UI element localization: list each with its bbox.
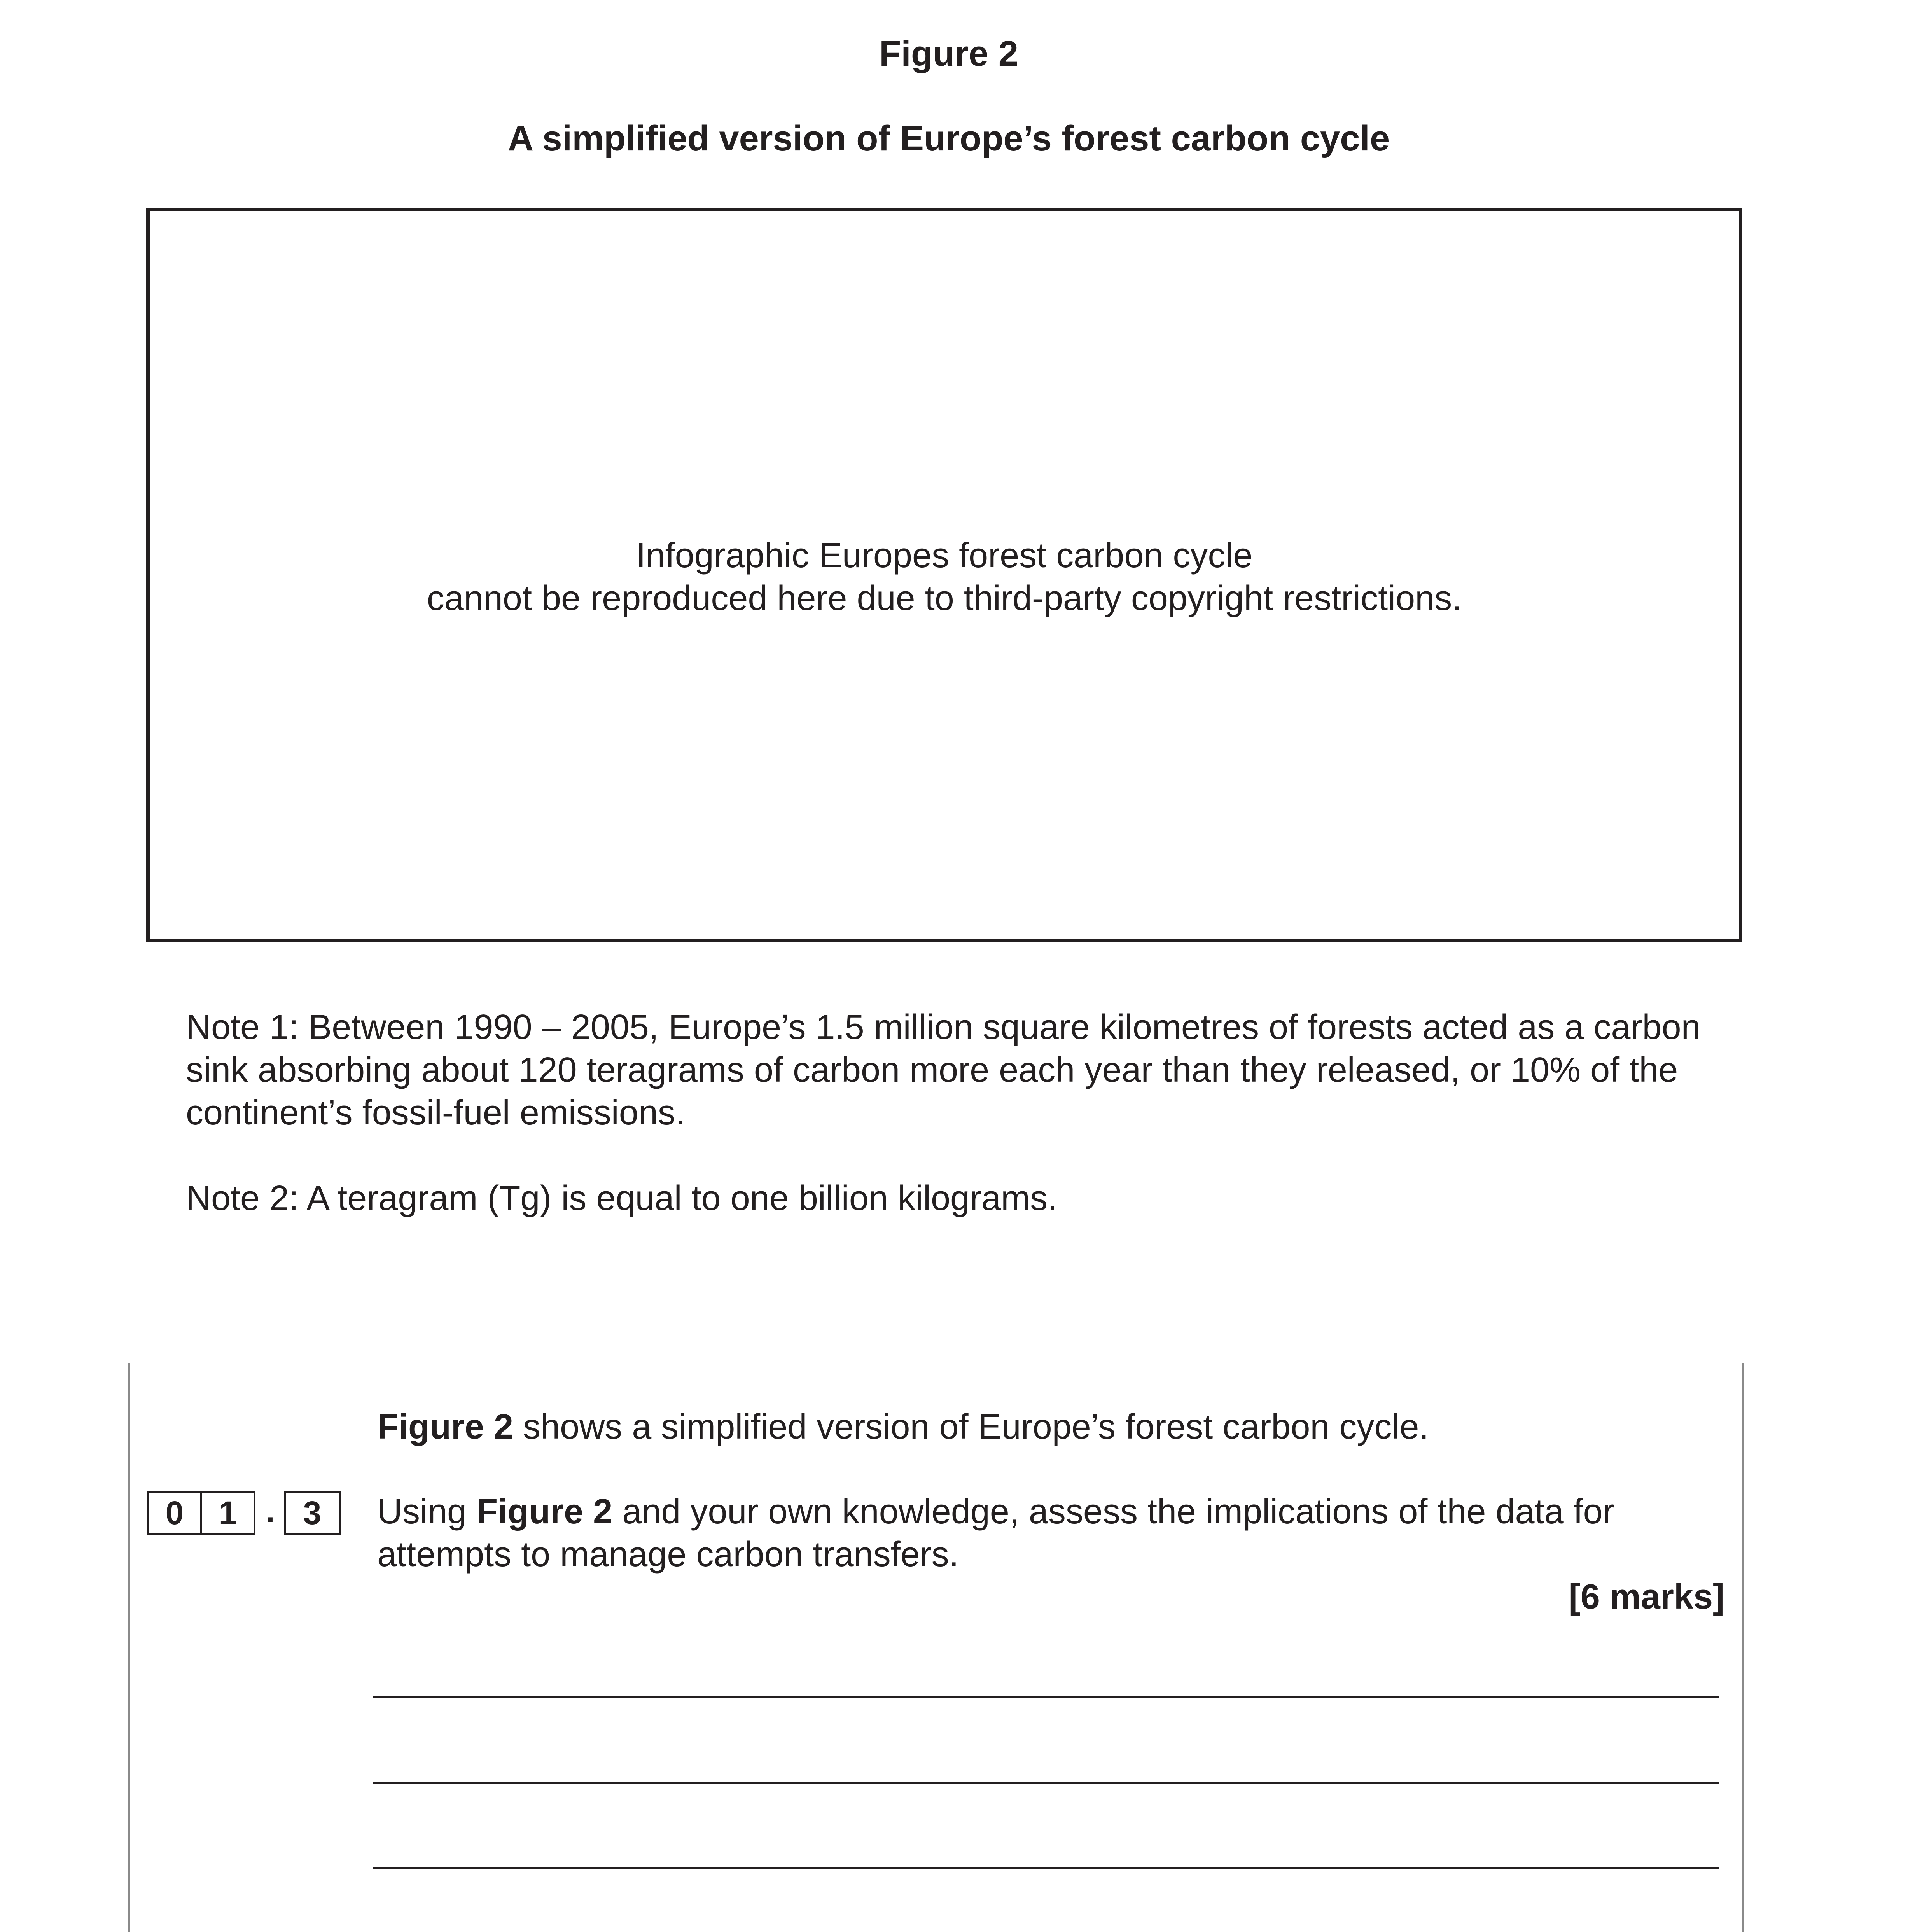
- question-prompt-text: and your own knowledge, assess the implications of the data for: [612, 1492, 1614, 1531]
- question-number-separator: .: [266, 1493, 275, 1529]
- figure-reference-bold: Figure 2: [377, 1407, 514, 1446]
- figure-label: Figure 2: [879, 34, 1018, 73]
- figure-title: A simplified version of Europe’s forest carbon cycle: [507, 119, 1390, 158]
- question-number-box: 3: [284, 1491, 341, 1535]
- note-1-line-1: Note 1: Between 1990 – 2005, Europe’s 1.5 million square kilometres of forests acted as a carbon: [186, 1008, 1701, 1047]
- question-intro-text: shows a simplified version of Europe’s forest carbon cycle.: [513, 1407, 1429, 1446]
- note-1-line-2: sink absorbing about 120 teragrams of carbon more each year than they released, or 10% of the: [186, 1051, 1678, 1089]
- note-2: Note 2: A teragram (Tg) is equal to one billion kilograms.: [186, 1179, 1058, 1218]
- answer-line[interactable]: [373, 1782, 1719, 1784]
- answer-line[interactable]: [373, 1867, 1719, 1869]
- placeholder-text-line-1: Infographic Europes forest carbon cycle: [636, 536, 1253, 575]
- figure-placeholder-box: [146, 208, 1742, 942]
- question-prompt-start: Using: [377, 1492, 477, 1531]
- question-number-box: 1: [200, 1491, 255, 1535]
- marks-label: [6 marks]: [1569, 1577, 1724, 1616]
- question-number-box: 0: [147, 1491, 202, 1535]
- right-margin-rule: [1742, 1363, 1744, 1932]
- placeholder-text-line-2: cannot be reproduced here due to third-party copyright restrictions.: [427, 579, 1462, 618]
- note-1-line-3: continent’s fossil-fuel emissions.: [186, 1093, 685, 1132]
- left-margin-rule: [128, 1363, 130, 1932]
- figure-reference-bold: Figure 2: [476, 1492, 613, 1531]
- question-intro: [377, 1409, 1429, 1444]
- answer-line[interactable]: [373, 1696, 1719, 1698]
- question-prompt-line-2: attempts to manage carbon transfers.: [377, 1535, 959, 1574]
- question-prompt-line-1: [377, 1494, 1614, 1529]
